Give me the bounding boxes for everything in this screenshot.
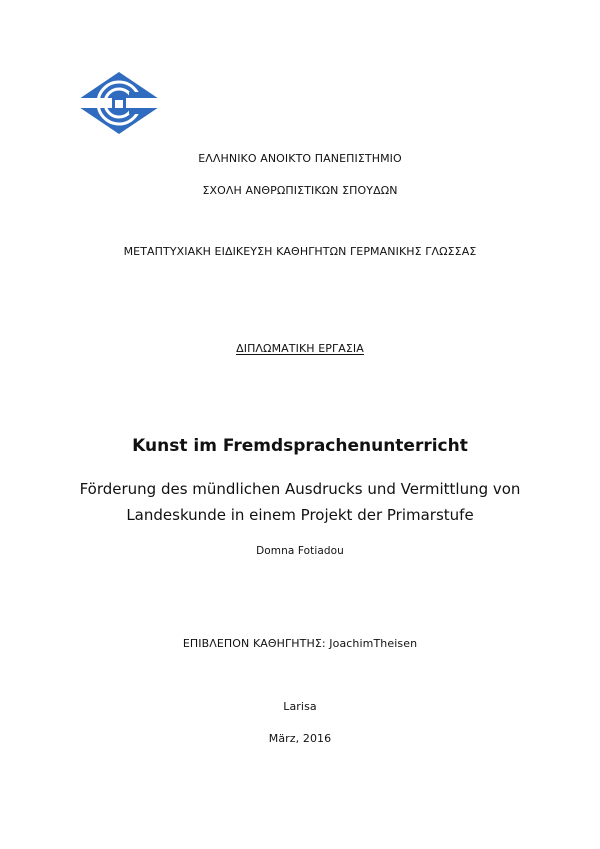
supervisor: ΕΠΙΒΛΕΠΟΝ ΚΑΘΗΓΗΤΗΣ: JoachimTheisen: [182, 637, 418, 650]
document-type: ΔΙΠΛΩΜΑΤΙΚΗ ΕΡΓΑΣΙΑ: [236, 342, 364, 355]
place: Larisa: [283, 700, 317, 713]
thesis-subtitle-line2: Landeskunde in einem Projekt der Primarstufe: [126, 506, 474, 524]
program-name: ΜΕΤΑΠΤΥΧΙΑΚΗ ΕΙΔΙΚΕΥΣΗ ΚΑΘΗΓΗΤΩΝ ΓΕΡΜΑΝΙΚΗΣ ΓΛΩΣΣΑΣ: [123, 245, 477, 258]
university-logo-icon: [71, 70, 167, 136]
school-name: ΣΧΟΛΗ ΑΝΘΡΩΠΙΣΤΙΚΩΝ ΣΠΟΥΔΩΝ: [202, 184, 398, 197]
university-name: ΕΛΛΗΝΙΚΟ ΑΝΟΙΚΤΟ ΠΑΝΕΠΙΣΤΗΜΙΟ: [198, 152, 402, 165]
thesis-title: Kunst im Fremdsprachenunterricht: [132, 436, 468, 456]
date: März, 2016: [268, 732, 332, 745]
author-name: Domna Fotiadou: [256, 545, 344, 557]
thesis-subtitle-line1: Förderung des mündlichen Ausdrucks und Vermittlung von: [79, 480, 521, 498]
